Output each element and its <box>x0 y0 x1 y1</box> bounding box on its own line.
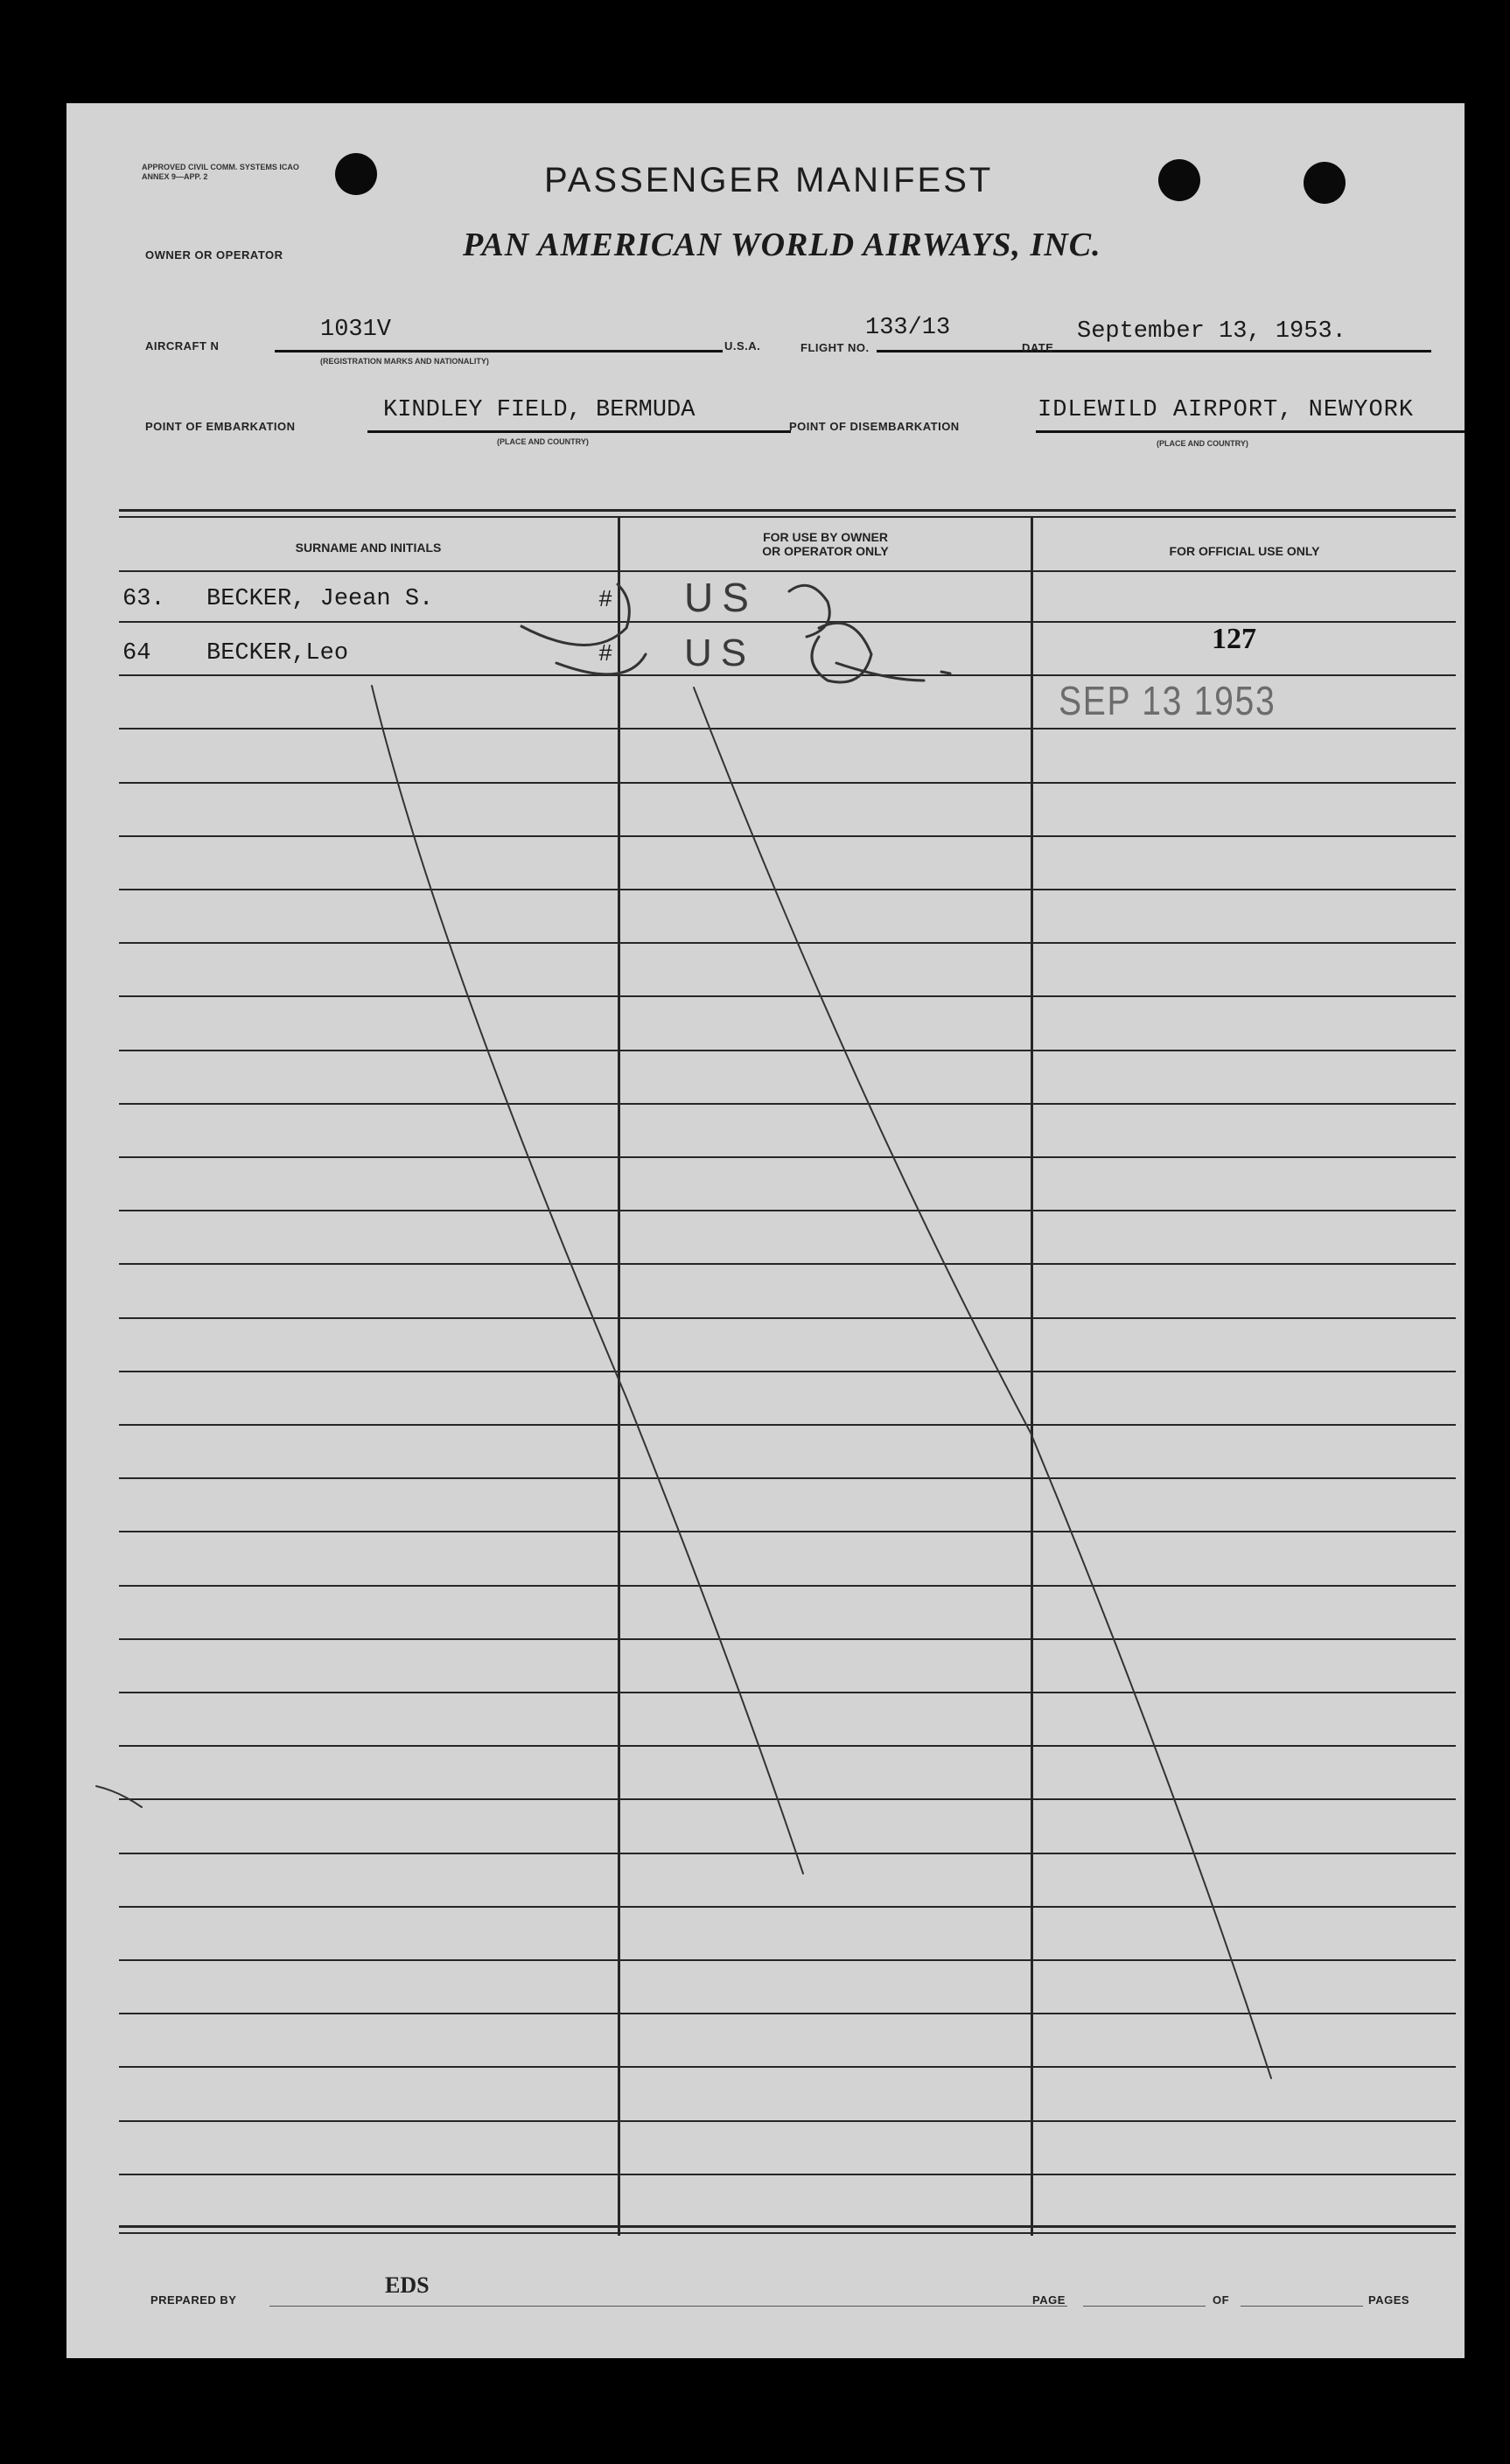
owner-use-line-2: OR OPERATOR ONLY <box>762 544 889 558</box>
page-title: PASSENGER MANIFEST <box>544 161 994 199</box>
embark-label: POINT OF EMBARKATION <box>145 420 296 433</box>
prepared-value: EDS <box>385 2272 430 2298</box>
official-count: 127 <box>1212 623 1256 655</box>
disembark-sublabel: (PLACE AND COUNTRY) <box>1157 439 1248 448</box>
owner-use-line-1: FOR USE BY OWNER <box>763 530 888 544</box>
passenger-mark: # <box>598 588 613 614</box>
passenger-number: 63. <box>122 586 165 612</box>
prepared-label: PREPARED BY <box>150 2293 237 2307</box>
received-date-stamp: SEP 13 1953 <box>1059 678 1276 723</box>
aircraft-value: 1031V <box>320 317 392 343</box>
flight-value: 133/13 <box>865 315 951 341</box>
owner-label: OWNER OR OPERATOR <box>145 248 283 262</box>
aircraft-label: AIRCRAFT N <box>145 339 220 352</box>
date-label: DATE <box>1022 341 1054 354</box>
embark-value: KINDLEY FIELD, BERMUDA <box>383 397 696 423</box>
flight-label: FLIGHT NO. <box>800 341 870 354</box>
passenger-name: BECKER,Leo <box>206 640 349 667</box>
passenger-mark: # <box>598 642 613 668</box>
operator-name: PAN AMERICAN WORLD AIRWAYS, INC. <box>463 227 1101 263</box>
disembark-value: IDLEWILD AIRPORT, NEWYORK <box>1038 397 1415 423</box>
aircraft-sublabel: (REGISTRATION MARKS AND NATIONALITY) <box>320 357 489 366</box>
approval-note: APPROVED CIVIL COMM. SYSTEMS ICAO ANNEX 9—APP. 2 <box>142 163 299 181</box>
date-value: September 13, 1953. <box>1077 318 1346 345</box>
handwriting-us: US <box>684 632 756 674</box>
column-header-surname: SURNAME AND INITIALS <box>295 541 442 555</box>
handwriting-marks <box>66 103 1465 2358</box>
page-label: PAGE <box>1032 2293 1066 2307</box>
usa-label: U.S.A. <box>724 339 761 352</box>
column-header-official-use: FOR OFFICIAL USE ONLY <box>1169 544 1320 558</box>
handwriting-us: US <box>684 575 758 620</box>
embark-sublabel: (PLACE AND COUNTRY) <box>497 437 589 446</box>
disembark-label: POINT OF DISEMBARKATION <box>789 420 960 433</box>
of-label: OF <box>1213 2293 1230 2307</box>
passenger-name: BECKER, Jeean S. <box>206 586 434 612</box>
passenger-number: 64 <box>122 640 151 667</box>
table-bottom-rule <box>119 2225 1456 2228</box>
pages-label: PAGES <box>1368 2293 1410 2307</box>
manifest-sheet <box>66 103 1465 2358</box>
